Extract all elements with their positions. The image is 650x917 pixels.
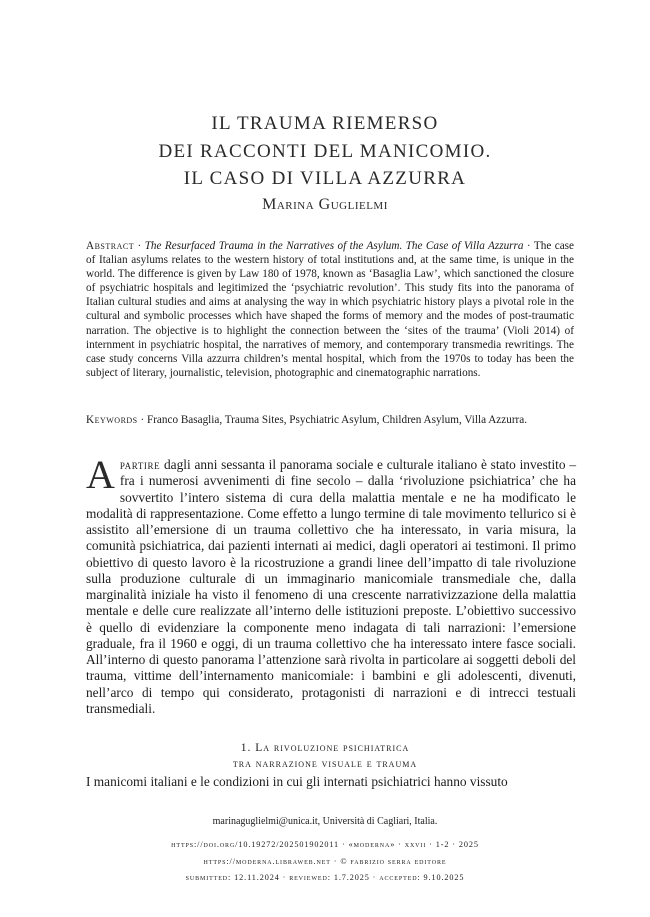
section-heading — [0, 740, 650, 772]
body-paragraph — [86, 452, 576, 717]
abstract-text: The case of Italian asylums relates to the western history of total institutions and, at the same time, is unique in the world. The difference is given by Law 180 of 1978, known as ‘Basaglia Law’, which sanctioned the closure of psychiatric hospitals and legitimized the ‘psychiatric revolution’. This study fits into the panorama of Italian cultural studies and aims at analysing the way in which psychiatric history plays a pivotal role in the cultural and symbolic processes which have shaped the forms of memory and the modes of post-traumatic narration. The objective is to highlight the connection between the ‘sites of the trauma’ (Violi 2014) of internment in psychiatric hospital, the narratives of memory, and contemporary transmedia rewritings. The case study concerns Villa azzurra children’s mental hospital, which from the 1970s to today has been the subject of literary, journalistic, television, photographic and cinematographic narrations. — [86, 240, 574, 379]
keywords-separator: · — [137, 414, 147, 426]
title-line-3: IL CASO DI VILLA AZZURRA — [183, 168, 467, 189]
drop-cap: A — [86, 452, 115, 497]
article-title — [0, 110, 650, 193]
section-heading-line-2: tra narrazione visuale e trauma — [232, 758, 418, 770]
author-affiliation: marinaguglielmi@unica.it, Università di Cagliari, Italia. — [212, 816, 438, 827]
abstract-title-separator: · — [523, 240, 534, 252]
title-line-1: IL TRAUMA RIEMERSO — [211, 113, 439, 134]
keywords-text: Franco Basaglia, Trauma Sites, Psychiatric Asylum, Children Asylum, Villa Azzurra. — [146, 414, 528, 426]
doi-line: https://doi.org/10.19272/202501902011 · «moderna» · xxvii · 1-2 · 2025 — [171, 840, 479, 849]
title-line-2: DEI RACCONTI DEL MANICOMIO. — [158, 140, 492, 162]
keywords — [86, 413, 574, 427]
continuation-text: I manicomi italiani e le condizioni in cui gli internati psichiatrici hanno vissuto — [86, 774, 508, 789]
section-heading-line-1: 1. La rivoluzione psichiatrica — [240, 742, 410, 754]
abstract-english-title: The Resurfaced Trauma in the Narratives of the Asylum. The Case of Villa Azzurra — [144, 240, 524, 252]
abstract-label: Abstract — [86, 240, 135, 252]
publisher-line: https://moderna.libraweb.net · © fabrizio serra editore — [203, 857, 447, 866]
abstract — [86, 239, 574, 380]
dates-line: submitted: 12.11.2024 · reviewed: 1.7.2025 · accepted: 9.10.2025 — [185, 873, 465, 882]
body-text: dagli anni sessanta il panorama sociale e culturale italiano è stato investito – fra i numerosi avvenimenti di fine secolo – dalla ‘rivoluzione psichiatrica’ che ha sovvertito l’intero sistema di cura della malattia mentale e ne ha modificato le modalità di rappresentazione. Come effetto a lungo termine di tale movimento tellurico si è assistito all’emersione di un trauma collettivo che ha interessato, in varia misura, la comunità psichiatrica, dai pazienti internati ai medici, dagli operatori ai testimoni. Il primo obiettivo di questo lavoro è la ricostruzione a grandi linee dell’impatto di tale rivoluzione sulla produzione culturale di un immaginario manicomiale transmediale che, dalla marginalità iniziale ha visto il fenomeno di una crescente narrativizzazione della malattia mentale e delle cure realizzate all’interno delle istituzioni preposte. L’obiettivo successivo è quello di evidenziare la componente meno indagata di tali narrazioni: l’emersione graduale, fra il 1960 e oggi, di un trauma collettivo che ha interessato intere fasce sociali. All’interno di questo panorama l’attenzione sarà rivolta in particolare ai soggetti deboli del trauma, vittime dell’internamento manicomiale: i bambini e gli adolescenti, divenuti, nell’arco di tempo qui considerato, protagonisti di narrazioni e di intrecci testuali transmediali. — [86, 457, 576, 716]
abstract-separator: · — [134, 240, 145, 252]
lead-word: partire — [119, 457, 161, 472]
keywords-label: Keywords — [86, 414, 138, 426]
author-name: Marina Guglielmi — [262, 196, 388, 213]
